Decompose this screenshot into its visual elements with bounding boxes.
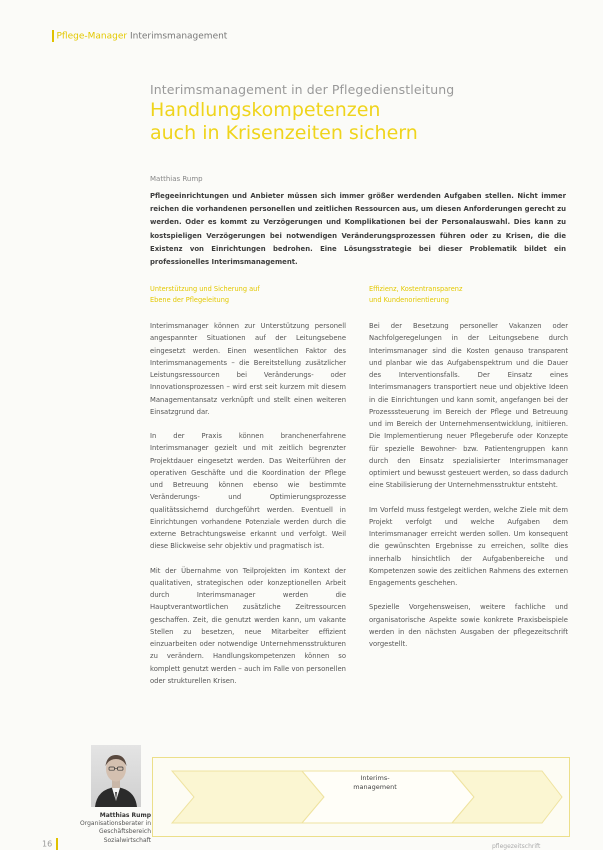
chevron-arrows-graphic xyxy=(152,757,570,837)
left-paragraph-2: In der Praxis können branchenerfahrene Interimsmanager gezielt und mit zeitlich begrenzter Projektdauer eingesetzt werden. Das Weiterführen der operativen Geschäfte und die Koordination der Pflege und Betreuung können ebenso wie bestimmte Veränderungs- und Optimierungsprozesse qualitätssichernd durchgeführt werden. Eventuell in Einrichtungen vorhandene Potenziale werden durch die externe Betrachtungsweise erkannt und verfolgt. Weil diese Blickweise sehr objektiv und pragmatisch ist. xyxy=(150,432,346,551)
article-title xyxy=(150,99,418,145)
right-paragraph-1: Bei der Besetzung personeller Vakanzen oder Nachfolgeregelungen in der Leitungsebene durch Interimsmanager sind die Kosten genauso transparent und planbar wie das Aufgabenspektrum und die Dauer des Interventionsfalls. Der Einsatz eines Interimsmanagers transportiert neue und objektive Ideen in die Einrichtungen und kann somit, angefangen bei der Prozesssteuerung im Bereich der Pflege und Betreuung und im Bereich der Unternehmensentwicklung, initiieren. Die Implementierung neuer Pflegeberufe oder Konzepte für spezielle Bewohner- bzw. Patientengruppen kann durch den Einsatz spezialisierter Interimsmanager optimiert und bewusst gesteuert werden, so dass dadurch eine Stabilisierung der Unternehmensstruktur entsteht. xyxy=(369,322,568,490)
title-line-2: auch in Krisenzeiten sichern xyxy=(150,122,418,144)
right-paragraph-3: Spezielle Vorgehensweisen, weitere fachliche und organisatorische Aspekte sowie konkrete Praxisbeispiele werden in den nächsten Ausgaben der pflegezeitschrift vorgestellt. xyxy=(369,603,568,648)
left-subheading-line-2: Ebene der Pflegeleitung xyxy=(150,296,230,304)
left-subheading xyxy=(150,284,346,306)
author-caption xyxy=(55,812,151,845)
author-caption-name: Matthias Rump xyxy=(99,812,151,819)
left-paragraph-3: Mit der Übernahme von Teilprojekten im Kontext der qualitativen, strategischen oder konzeptionellen Arbeit durch Interimsmanager werden die Hauptverantwortlichen zusätzliche Zeitressourcen geschaffen. Zeit, die genutzt werden kann, um vakante Stellen zu besetzen, neue Mitarbeiter effizient einzuarbeiten oder notwendige Unternehmensstrukturen zu verändern. Handlungskompetenzen können so komplett genutzt werden – auch im Falle von personellen oder strukturellen Krisen. xyxy=(150,566,346,685)
author-caption-role-3: Sozialwirtschaft xyxy=(103,836,151,844)
left-subheading-line-1: Unterstützung und Sicherung auf xyxy=(150,285,260,293)
author-portrait-icon xyxy=(91,745,141,807)
left-paragraph-1: Interimsmanager können zur Unterstützung personell angespannter Situationen auf der Leitungsebene eingesetzt werden. Einen wesentlichen Faktor des Interimsmanagements – die Bereitstellung zusätzlicher Leistungsressourcen bei Veränderungs- oder Innovationsprozessen – wird erst seit kurzem mit diesem Managementansatz verknüpft und stellt einen weiteren Einsatzgrund dar. xyxy=(150,322,346,416)
diagram-label-line-2: management xyxy=(353,783,397,791)
running-header xyxy=(52,30,227,42)
author-photo xyxy=(91,745,141,807)
header-accent-bar xyxy=(52,30,54,42)
diagram-label-line-1: Interims- xyxy=(360,774,390,782)
right-paragraph-2: Im Vorfeld muss festgelegt werden, welche Ziele mit dem Projekt verfolgt und welche Aufgaben dem Interimsmanager erreicht werden sollen. Um konsequent die gewünschten Ergebnisse zu erreichen, sollte dies innerhalb hinsichtlich der Aufgabenbereiche und Kompetenzen sowie des zeitlichen Rahmens des externen Engagements geschehen. xyxy=(369,505,568,587)
author-caption-role-2: Geschäftsbereich xyxy=(98,828,151,836)
footer-publication: pflegezeitschrift xyxy=(492,843,541,850)
lead-paragraph: Pflegeeinrichtungen und Anbieter müssen sich immer größer werdenden Aufgaben stellen. Nicht immer reichen die vorhandenen personellen und zeitlichen Ressourcen aus, um diesen Anforderungen gerecht zu werden. Oder es kommt zu Verzögerungen und Komplikationen bei der Personalauswahl. Dies kann zu kostspieligen Verzögerungen bei notwendigen Veränderungsprozessen führen oder zu Krisen, die die Existenz von Einrichtungen bedrohen. Eine Lösungsstrategie bei dieser Problematik bildet ein professionelles Interimsmanagement. xyxy=(150,192,566,267)
page-number xyxy=(42,838,58,850)
right-subheading-line-2: und Kundenorientierung xyxy=(369,296,449,304)
author-line: Matthias Rump xyxy=(150,175,203,183)
header-topic: Interimsmanagement xyxy=(129,31,228,42)
title-line-1: Handlungskompetenzen xyxy=(150,99,381,121)
left-column xyxy=(150,284,346,687)
right-subheading-line-1: Effizienz, Kostentransparenz xyxy=(369,285,463,293)
diagram-center-label xyxy=(349,774,401,792)
article-kicker: Interimsmanagement in der Pflegedienstleitung xyxy=(150,82,455,97)
author-caption-role-1: Organisationsberater in xyxy=(80,820,151,828)
right-column xyxy=(369,284,568,650)
page-number-text: 16 xyxy=(42,839,53,849)
footer-accent-bar xyxy=(56,838,58,850)
right-subheading xyxy=(369,284,568,306)
process-diagram xyxy=(152,757,570,837)
header-section: Pflege-Manager xyxy=(56,31,128,42)
